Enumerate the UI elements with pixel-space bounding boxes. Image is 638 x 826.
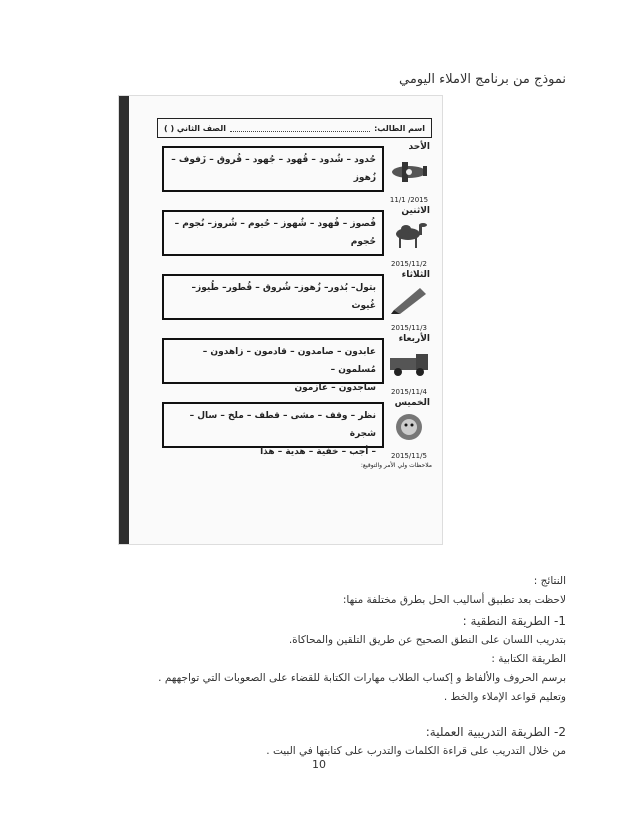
day-row [157,398,432,458]
worksheet [157,118,432,469]
words-line: – أجب – خفية – هدية – هذا [260,447,376,457]
results-section [66,572,566,761]
day-row [157,142,432,202]
date: 2015/ 11/1 [389,196,429,204]
written-text: وتعليم قواعد الإملاء والخط . [443,691,566,703]
words-line: ساجدون – عازمون [294,383,376,393]
page-heading: نموذج من برنامج الاملاء اليومي [398,72,566,87]
words-line: فُصوز – فُهود – شُهوز – حُيوم – شُروز– نُجوم – [174,219,376,229]
page-number: 10 [312,758,326,771]
method1-title: 1- الطريقة النطقية : [462,614,566,628]
day-name: الثلاثاء [401,270,430,280]
words-line: نظر – وقف – مشى – قطف – ملخ – سال – شجرة [189,411,376,439]
airplane-icon [386,156,432,186]
day-name: الأربعاء [398,334,430,344]
words-line: عابدون – صامدون – قادمون – زاهدون – مُسلمون – [202,347,376,375]
student-label: اسم الطالب: [374,123,425,133]
day-row [157,270,432,330]
grade-label: الصف الثاني ( ) [164,123,226,133]
date: 2015/11/2 [391,260,427,268]
truck-icon [386,348,432,378]
date: 2015/11/3 [391,324,427,332]
student-name-row [157,118,432,138]
words-line: حُدود – شُدود – قُهود – جُهود – قُروق – زَفوف – [171,155,376,165]
day-name: الأحد [408,142,430,152]
written-text: برسم الحروف والألفاظ و إكساب الطلاب مهارات الكتابة للقضاء على الصعوبات التي تواجههم . [158,672,566,684]
lion-icon [386,412,432,442]
results-title: النتائج : [533,575,566,587]
method1-text: بتدريب اللسان على النطق الصحيح عن طريق التلقين والمحاكاة. [288,634,566,646]
results-intro: لاحظت بعد تطبيق أساليب الحل بطرق مختلفة منها: [342,594,566,606]
date: 2015/11/4 [391,388,427,396]
day-row [157,206,432,266]
name-blank [230,124,370,132]
scan-edge [119,96,129,544]
written-title: الطريقة الكتابية : [491,653,566,665]
day-name: الخميس [394,398,430,408]
parent-notes: ملاحظات ولي الأمر والتوقيع: [360,462,432,469]
method2-text: من خلال التدريب على قراءة الكلمات والتدرب على كتابتها في البيت . [266,745,566,757]
camel-icon [386,220,432,250]
words-box [162,338,384,393]
words-box [162,146,384,192]
date: 2015/11/5 [391,452,427,460]
words-line: بتول– بُذور– زُهوز– شُروق – قُطور– طُيوز– غُيوث [191,283,376,311]
words-box [162,210,384,256]
pencil-icon [386,284,432,314]
day-name: الاثنين [401,206,430,216]
method2-title: 2- الطريقة التدريبية العملية: [425,725,566,739]
words-line: حُجوم [350,237,376,247]
worksheet-scan [118,95,443,545]
words-line: زُهوز [353,173,376,183]
words-box [162,402,384,457]
day-row [157,334,432,394]
words-box [162,274,384,320]
